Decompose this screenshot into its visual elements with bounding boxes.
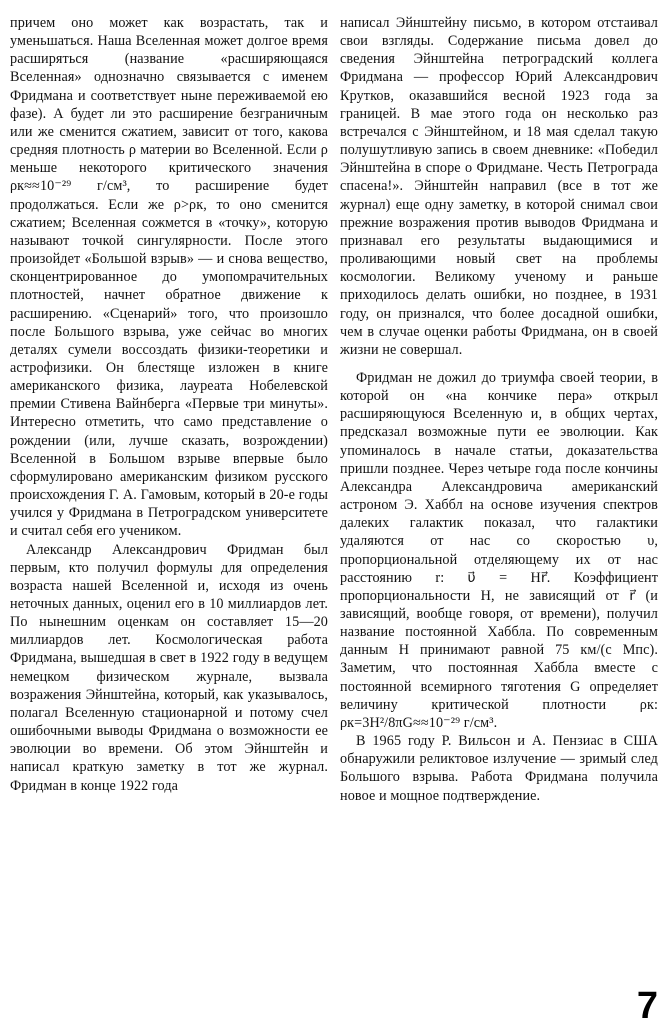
paragraph: Фридман не дожил до триумфа своей теории, в которой он «на кончике пера» открыл расширяющуюся Вселенную и, в общих чертах, предсказал возможные пути ее эволюции. Как упоминалось в начале статьи, доказательства пришли позднее. Через четыре года после кончины Александра Александровича американский астроном Э. Хаббл на основе изучения спектров далеких галактик показал, что галактики удаляются от нас со скоростью υ, пропорциональной отделяющему их от нас расстоянию r: υ⃗ = Hr⃗. Коэффициент пропорциональности H, не зависящий от r⃗ (и зависящий, вообще говоря, от времени), получил название постоянной Хаббла. По современным данным H принимают равной 75 км/(с Мпс). Заметим, что постоянная Хаббла вместе с постоянной всемирного тяготения G определяет величину критической плотности ρк: ρк=3H²/8πG≈≈10⁻²⁹ г/см³. [340,369,658,731]
page-number: 7 [636,985,658,1027]
paragraph: В 1965 году Р. Вильсон и А. Пензиас в США обнаружили реликтовое излучение — зримый след Большого взрыва. Работа Фридмана получила новое и мощное подтверждение. [340,733,658,804]
left-column [10,14,328,795]
paragraph: Александр Александрович Фридман был первым, кто получил формулы для определения возраста нашей Вселенной и, исходя из очень неточных данных, оценил его в 10 миллиардов лет. По нынешним оценкам он составляет 15—20 миллиардов лет. Космологическая работа Фридмана, вышедшая в свет в 1922 году в ведущем немецком физическом журнале, вызвала возражения Эйнштейна, который, как указывалось, полагал Вселенную стационарной и потому счел ошибочными выводы Фридмана о возможности ее эволюции во времени. Об этом Эйнштейн и написал краткую заметку в тот же журнал. Фридман в конце 1922 года [10,541,328,794]
right-column [340,14,658,805]
paragraph: причем оно может как возрастать, так и уменьшаться. Наша Вселенная может долгое время расширяться (название «расширяющаяся Вселенная» однозначно связывается с именем Фридмана и соответствует ныне переживаемой ею фазе). А будет ли это расширение безграничным или же сменится сжатием, зависит от того, какова средняя плотность ρ материи во Вселенной. Если ρ меньше некоторого критического значения ρк≈≈10⁻²⁹ г/см³, то расширение будет продолжаться. Если же ρ>ρк, то оно сменится сжатием; Вселенная сожмется в «точку», которую называют точкой сингулярности. После этого произойдет «Большой взрыв» — и снова вещество, сконцентрированное до умопомрачительных плотностей, начнет обратное движение к расширению. «Сценарий» того, что произошло после Большого взрыва, уже сейчас во многих деталях сумели воссоздать физики-теоретики и астрофизики. Он блестяще изложен в книге американского физика, лауреата Нобелевской премии Стивена Вайнберга «Первые три минуты». Интересно отметить, что само представление о рождении (или, лучше сказать, возрождении) Вселенной в Большом взрыве впервые было сформулировано американским физиком русского происхождения Г. А. Гамовым, который в 20-е годы учился у Фридмана в Петроградском университете и считал себя его учеником. [10,15,328,540]
paragraph: написал Эйнштейну письмо, в котором отстаивал свои взгляды. Содержание письма довел до сведения Эйнштейна петроградский коллега Фридмана — профессор Юрий Александрович Крутков, оказавшийся весной 1923 года за границей. В мае этого года он несколько раз встречался с Эйнштейном, и 18 мая сделал такую полушутливую запись в своем дневнике: «Победил Эйнштейна в споре о Фридмане. Честь Петрограда спасена!». Эйнштейн направил (все в тот же журнал) еще одну заметку, в которой снимал свои прежние возражения против выводов Фридмана и признавал его результаты выдающимися и проливающими новый свет на проблемы космологии. Великому ученому и раньше приходилось делать ошибки, но позднее, в 1931 году, он признался, что более досадной ошибки, чем в случае оценки работы Фридмана, он в своей жизни не совершал. [340,15,658,358]
